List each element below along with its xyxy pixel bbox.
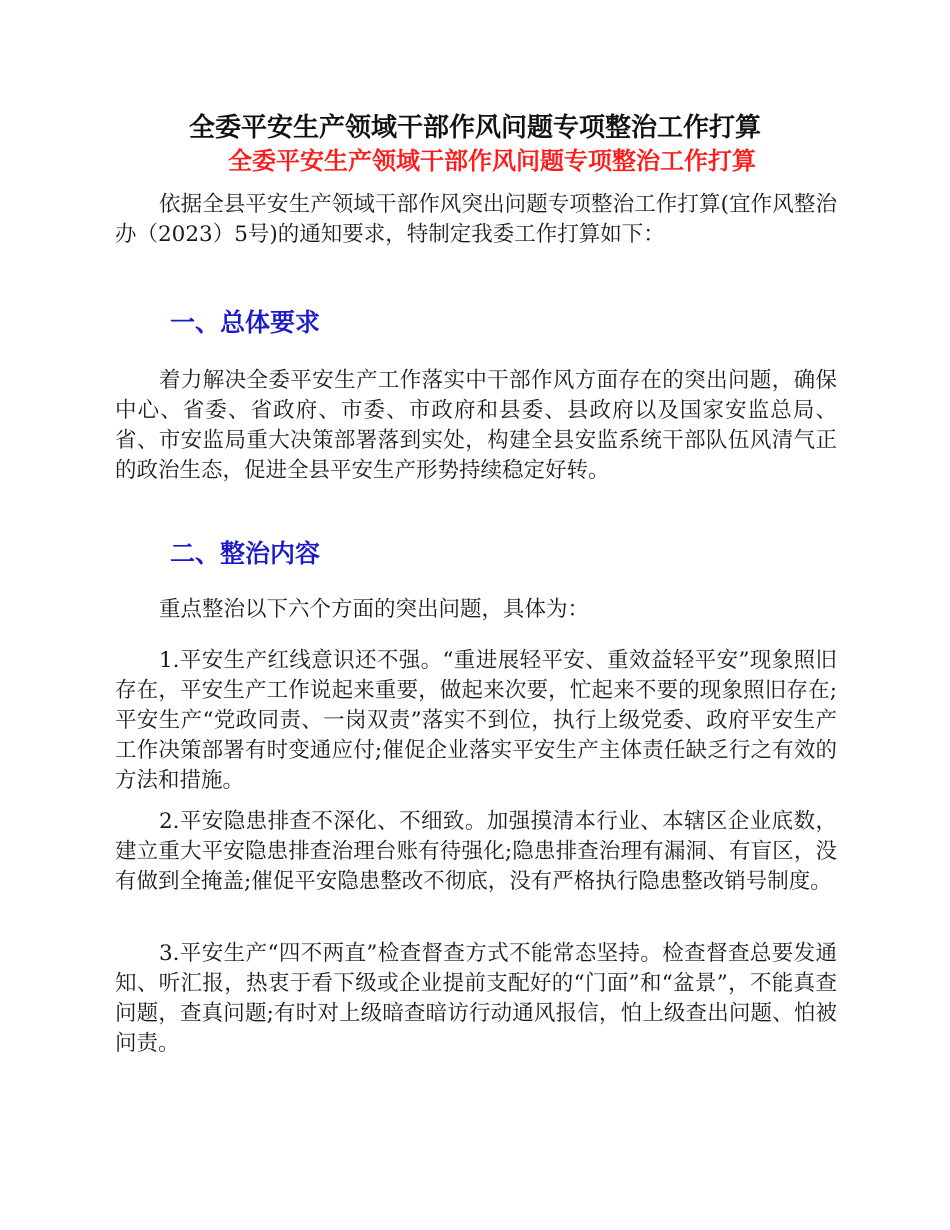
rectification-item-3: 3.平安生产“四不两直”检查督查方式不能常态坚持。检查督查总要发通知、听汇报，热衷于看下级或企业提前支配好的“门面”和“盆景”，不能真查问题，查真问题;有时对上级暗查暗访行动通风报信，怕上级查出问题、怕被问责。 [115, 941, 837, 1056]
section-heading-rectification-content: 二、整治内容 [170, 539, 321, 568]
section-heading-general-requirements: 一、总体要求 [170, 308, 321, 337]
rectification-item-2: 2.平安隐患排查不深化、不细致。加强摸清本行业、本辖区企业底数，建立重大平安隐患排查治理台账有待强化;隐患排查治理有漏洞、有盲区，没有做到全掩盖;催促平安隐患整改不彻底，没有严格执行隐患整改销号制度。 [115, 809, 837, 894]
intro-paragraph: 依据全县平安生产领域干部作风突出问题专项整治工作打算(宜作风整治办（2023）5号)的通知要求，特制定我委工作打算如下： [115, 192, 837, 247]
rectification-item-1: 1.平安生产红线意识还不强。“重进展轻平安、重效益轻平安”现象照旧存在，平安生产工作说起来重要，做起来次要，忙起来不要的现象照旧存在;平安生产“党政同责、一岗双责”落实不到位，执行上级党委、政府平安生产工作决策部署有时变通应付;催促企业落实平安生产主体责任缺乏行之有效的方法和措施。 [115, 648, 837, 793]
rectification-intro-paragraph: 重点整治以下六个方面的突出问题，具体为： [159, 597, 590, 622]
general-requirements-paragraph: 着力解决全委平安生产工作落实中干部作风方面存在的突出问题，确保中心、省委、省政府、市委、市政府和县委、县政府以及国家安监总局、省、市安监局重大决策部署落到实处，构建全县安监系统干部队伍风清气正的政治生态，促进全县平安生产形势持续稳定好转。 [115, 368, 837, 483]
document-title: 全委平安生产领域干部作风问题专项整治工作打算 [188, 113, 761, 143]
document-subtitle: 全委平安生产领域干部作风问题专项整治工作打算 [228, 147, 756, 175]
